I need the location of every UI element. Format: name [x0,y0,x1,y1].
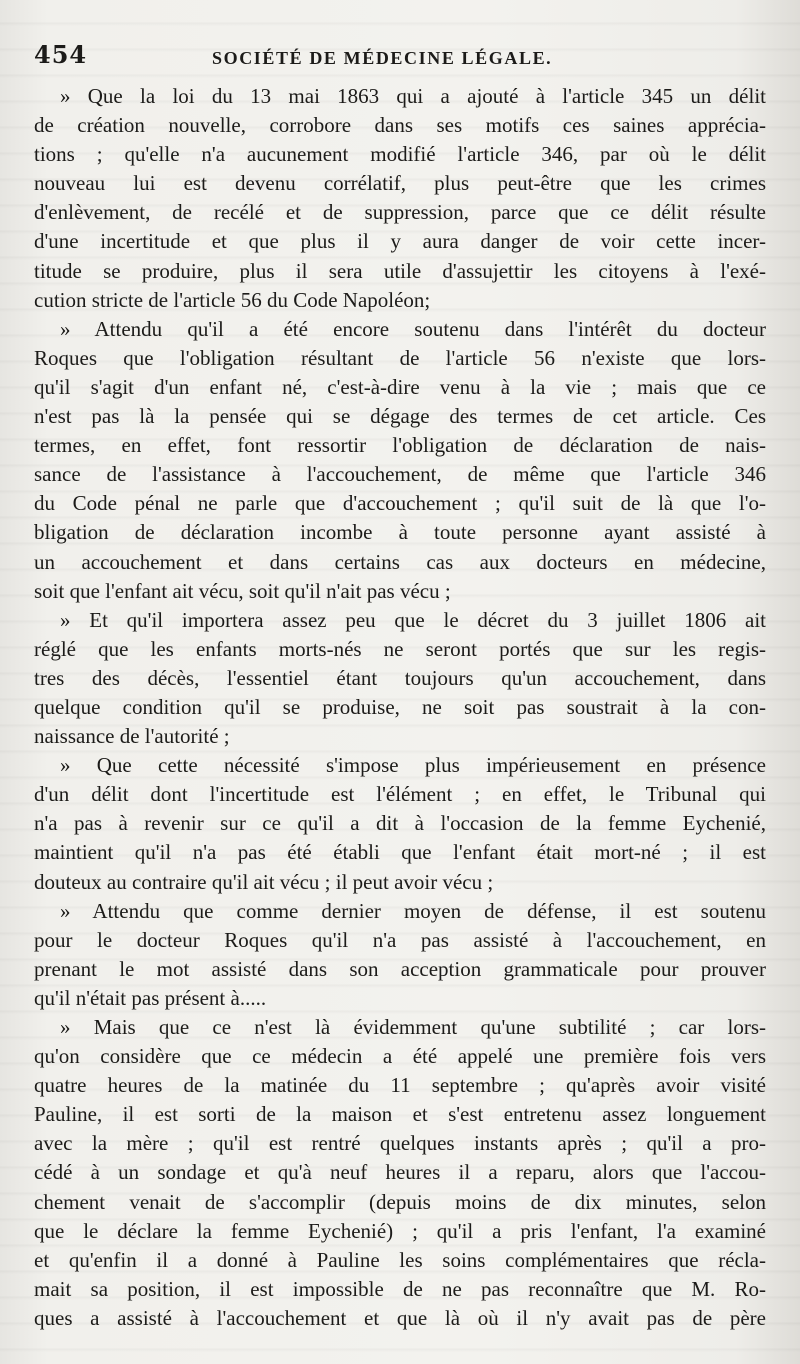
text-line: qu'on considère que ce médecin a été appelé une première fois vers [34,1044,766,1069]
text-line: du Code pénal ne parle que d'accouchement ; qu'il suit de là que l'o- [34,491,766,516]
text-line: ques a assisté à l'accouchement et que là où il n'y avait pas de père [34,1305,766,1330]
text-line: n'est pas là la pensée qui se dégage des termes de cet article. Ces [34,404,766,429]
text-line: » Mais que ce n'est là évidemment qu'une subtilité ; car lors- [60,1015,766,1039]
text-line: d'une incertitude et que plus il y aura danger de voir cette incer- [34,229,766,254]
text-line: douteux au contraire qu'il ait vécu ; il peut avoir vécu ; [34,869,494,894]
text-line: d'un délit dont l'incertitude est l'élément ; en effet, le Tribunal qui [34,782,766,807]
text-line: » Que la loi du 13 mai 1863 qui a ajouté à l'article 345 un délit [60,84,766,108]
text-line: soit que l'enfant ait vécu, soit qu'il n'ait pas vécu ; [34,578,451,603]
text-line: termes, en effet, font ressortir l'obligation de déclaration de nais- [34,433,766,458]
text-line: cédé à un sondage et qu'à neuf heures il a reparu, alors que l'accou- [34,1160,766,1185]
text-line: tions ; qu'elle n'a aucunement modifié l'article 346, par où le délit [34,142,766,167]
text-line: avec la mère ; qu'il est rentré quelques instants après ; qu'il a pro- [34,1131,766,1156]
body-text [34,82,766,1333]
text-line: un accouchement et dans certains cas aux docteurs en médecine, [34,549,766,574]
text-line: quelque condition qu'il se produise, ne soit pas soustrait à la con- [34,694,766,719]
page-number: 454 [34,40,88,69]
text-line: d'enlèvement, de recélé et de suppression, parce que ce délit résulte [34,200,766,225]
text-line: bligation de déclaration incombe à toute personne ayant assisté à [34,520,766,545]
text-line: que le déclare la femme Eychenié) ; qu'il a pris l'enfant, l'a examiné [34,1218,766,1243]
text-line: n'a pas à revenir sur ce qu'il a dit à l'occasion de la femme Eychenié, [34,811,766,836]
text-line: quatre heures de la matinée du 11 septembre ; qu'après avoir visité [34,1073,766,1098]
page-header [0,40,800,80]
text-line: titude se produire, plus il sera utile d'assujettir les citoyens à l'exé- [34,258,766,283]
running-head: SOCIÉTÉ DE MÉDECINE LÉGALE. [212,48,553,68]
text-line: pour le docteur Roques qu'il n'a pas assisté à l'accouchement, en [34,927,766,952]
text-line: naissance de l'autorité ; [34,724,230,749]
text-line: qu'il n'était pas présent à..... [34,985,267,1010]
text-line: nouveau lui est devenu corrélatif, plus peut-être que les crimes [34,171,766,196]
text-line: maintient qu'il n'a pas été établi que l'enfant était mort-né ; il est [34,840,766,865]
text-line: réglé que les enfants morts-nés ne seront portés que sur les regis- [34,636,766,661]
text-line: qu'il s'agit d'un enfant né, c'est-à-dire venu à la vie ; mais que ce [34,374,766,399]
text-line: » Attendu que comme dernier moyen de défense, il est soutenu [60,898,766,923]
text-line: tres des décès, l'essentiel étant toujours qu'un accouchement, dans [34,665,766,690]
text-line: chement venait de s'accomplir (depuis moins de dix minutes, selon [34,1189,766,1214]
text-line: de création nouvelle, corrobore dans ses motifs ces saines apprécia- [34,113,766,138]
text-line: Pauline, il est sorti de la maison et s'est entretenu assez longuement [34,1102,766,1127]
text-line: sance de l'assistance à l'accouchement, de même que l'article 346 [34,462,766,487]
text-line: » Et qu'il importera assez peu que le décret du 3 juillet 1806 ait [60,607,766,632]
text-line: et qu'enfin il a donné à Pauline les soins complémentaires que récla- [34,1247,766,1272]
text-line: prenant le mot assisté dans son acception grammaticale pour prouver [34,956,766,981]
text-line: » Attendu qu'il a été encore soutenu dans l'intérêt du docteur [60,316,766,341]
text-line: » Que cette nécessité s'impose plus impérieusement en présence [60,753,766,778]
text-line: Roques que l'obligation résultant de l'article 56 n'existe que lors- [34,345,766,370]
text-line: cution stricte de l'article 56 du Code Napoléon; [34,287,431,312]
text-line: mait sa position, il est impossible de ne pas reconnaître que M. Ro- [34,1276,766,1301]
